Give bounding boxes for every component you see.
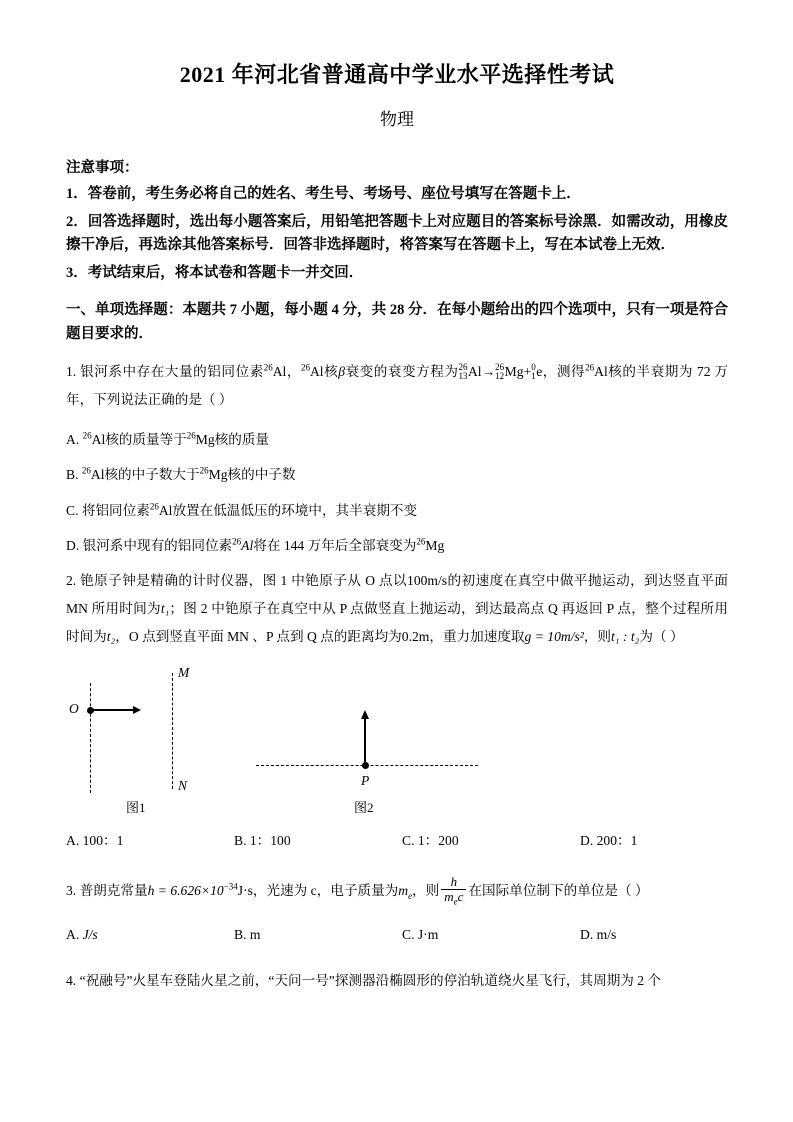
q2-gravity-value: g = 10m/s² [524,628,584,644]
q1-equation-arrow: → [481,364,496,380]
q2-option-b[interactable] [234,827,402,855]
q1-nuclide-al-1 [264,358,287,386]
figure-1-vertical-dashed-mn [172,673,173,789]
fraction-denominator: $m_ec$ [441,889,466,905]
q4-text: “祝融号”火星车登陆火星之前，“天问一号”探测器沿椭圆形的停泊轨道绕火星飞行，其周期为 2 个 [79,972,662,988]
q2-line-5: 为（ ） [639,628,684,644]
question-2 [66,567,728,651]
option-label: A. [66,832,80,848]
q3-option-b[interactable] [234,921,402,949]
option-label: C. [66,502,79,518]
q2-figures [66,665,728,825]
page-content [66,0,728,995]
option-nuclide-2: $^{26}$Mg [186,430,215,447]
q3-planck-value: h = 6.626×10 [147,882,224,898]
q2-symbol-t1: t₁ [160,601,170,617]
figure-2-point-p [362,762,369,769]
q1-option-a[interactable] [66,431,728,449]
q3-number: 3. [66,882,77,898]
q3-electron-mass-symbol: m [398,882,409,898]
option-label: C. [402,926,415,942]
option-label: D. [580,832,594,848]
option-nuclide-1: $^{26}$Al [149,501,173,518]
q1-number: 1. [66,364,77,380]
option-nuclide-2: $^{26}$Mg [199,465,228,483]
q2-line-2: ；图 2 中铯原子在真空中从 P 点做竖直上抛运动，到达最高点 Q 再返回 P 点，整个过程所用时间为 [66,601,728,644]
question-1 [66,358,728,414]
q2-line-3: ，O 点到竖直平面 MN 、P 点到 Q 点的距离均为0.2m，重力加速度取 [115,628,525,644]
q1-text-1: 银河系中存在大量的铝同位素 [80,364,264,380]
q1-option-b[interactable] [66,466,728,484]
figure-1-caption: 图1 [126,799,146,815]
nuclide-prescripts: 0 1 [531,361,536,382]
element-symbol: Al [309,364,324,380]
subject-title: 物理 [380,110,414,130]
option-text: 1：100 [249,832,291,848]
q1-nuclide-al-3: $^{26}$Al [585,362,608,380]
option-label: A. [66,431,80,447]
nuclide-prescripts: 26 12 [495,361,505,382]
option-nuclide-1: $^{26}$Al [232,536,254,553]
element-symbol: Al [272,364,287,380]
notice-item-1: 1．答卷前，考生务必将自己的姓名、考生号、考场号、座位号填写在答题卡上． [66,186,581,203]
q3-text-4: 在国际单位制下的单位是（ ） [468,882,649,898]
option-label: A. [66,926,80,942]
q3-option-a[interactable] [66,921,234,949]
option-text-post: 核的质量 [214,431,270,447]
q1-text-2: ， [286,364,301,380]
q2-number: 2. [66,573,77,589]
option-text: 200：1 [596,832,638,848]
q1-text-4: 衰变的衰变方程为 [344,364,459,380]
section-heading: 一、单项选择题：本题共 7 小题，每小题 4 分，共 28 分．在每小题给出的四个选项中，只有一项是符合题目要求的． [66,302,728,342]
mass-number: 26 [300,362,310,373]
q3-text-2: ，光速为 c，电子质量为 [252,882,399,898]
option-text-mid: 放置在低温低压的环境中，其半衰期不变 [172,502,418,518]
option-nuclide-1: $^{26}$Al [81,465,105,483]
figure-2-label-p: P [361,772,370,788]
figure-2 [256,665,576,825]
q3-text-1: 普朗克常量 [79,882,148,898]
q1-option-c[interactable] [66,502,728,520]
q2-ratio-symbol: t₁ : t₂ [611,628,640,644]
q3-electron-mass-subscript: e [408,890,413,901]
q3-option-d[interactable] [580,921,616,949]
notice-item-3: 3．考试结束后，将本试卷和答题卡一并交回． [66,264,364,281]
q1-equation-product-1: 26 12 Mg [495,361,524,382]
figure-1-vertical-dashed-left [90,683,91,793]
q4-number: 4. [66,972,77,988]
figure-1-label-m: M [178,664,190,680]
notice-item-2: 2．回答选择题时，选出每小题答案后，用铅笔把答题卡上对应题目的答案标号涂黑．如需改动，用橡皮擦干净后，再选涂其他答案标号．回答非选择题时，将答案写在答题卡上，写在本试卷上无效． [66,213,728,254]
q1-beta-symbol: β [338,364,345,380]
figure-2-velocity-line [364,719,366,766]
q1-text-6: 核的半衰期为 72 万年，下列说法正确的是（ ） [66,364,729,408]
q1-nuclide-al-2 [301,358,324,386]
option-text: J·m [417,926,439,942]
option-text-pre: 将铝同位素 [81,502,150,518]
option-text: m/s [596,926,617,942]
option-text: 1：200 [417,832,459,848]
q3-planck-exponent: −34 [223,881,238,892]
question-3 [66,873,728,907]
q1-text-5: ，测得 [542,364,586,380]
q2-option-c[interactable] [402,827,580,855]
option-text: J/s [82,926,98,942]
q1-equation-reactant: 26 13 Al [458,361,482,382]
option-nuclide-2: $^{26}$Mg [416,536,445,553]
option-text-pre: 银河系中现有的铝同位素 [82,537,233,553]
figure-2-caption: 图2 [354,799,374,815]
figure-1-velocity-arrowhead [133,706,141,714]
q3-option-c[interactable] [402,921,580,949]
option-text-mid: 将在 144 万年后全部衰变为 [253,537,417,553]
figure-1-velocity-line [93,709,135,711]
q1-text-3: 核 [323,364,339,380]
option-nuclide-1: $^{26}$Al [82,430,106,447]
q2-symbol-t2: t₂ [106,628,116,644]
q3-fraction [441,875,466,905]
option-label: C. [402,832,415,848]
q3-options [66,921,728,949]
q1-equation-plus: + [523,364,532,380]
q3-planck-unit: J·s [237,882,253,898]
option-label: B. [234,832,247,848]
page-title: 2021 年河北省普通高中学业水平选择性考试 [179,62,615,87]
option-text-mid: 核的中子数大于 [104,467,200,483]
option-label: D. [580,926,594,942]
q1-option-d[interactable] [66,537,728,555]
option-text-mid: 核的质量等于 [105,431,187,447]
figure-1-label-n: N [178,777,188,793]
fraction-numerator: h [450,873,458,889]
mass-number: 26 [263,362,273,373]
option-text: 100：1 [82,832,124,848]
nuclide-prescripts: 26 13 [458,361,468,382]
q2-option-a[interactable] [66,827,234,855]
figure-2-velocity-arrowhead [361,710,369,719]
option-text: m [249,926,261,942]
q2-option-d[interactable] [580,827,637,855]
notice-heading: 注意事项： [66,159,139,176]
q3-text-3: ，则 [412,882,440,898]
option-label: B. [66,467,79,483]
q2-line-1: 铯原子钟是精确的计时仪器，图 1 中铯原子从 O 点以100m/s的初速度在真空中做平抛运动，到达竖直平面MN 所用时间为 [66,573,728,617]
question-4 [66,967,728,995]
option-label: B. [234,926,247,942]
option-label: D. [66,537,80,553]
q1-equation-product-2: 0 1 e [531,361,543,382]
option-text-post: 核的中子数 [227,467,296,483]
figure-1-label-o: O [69,700,79,716]
q2-line-4: ，则 [583,628,612,644]
q2-options [66,827,728,855]
